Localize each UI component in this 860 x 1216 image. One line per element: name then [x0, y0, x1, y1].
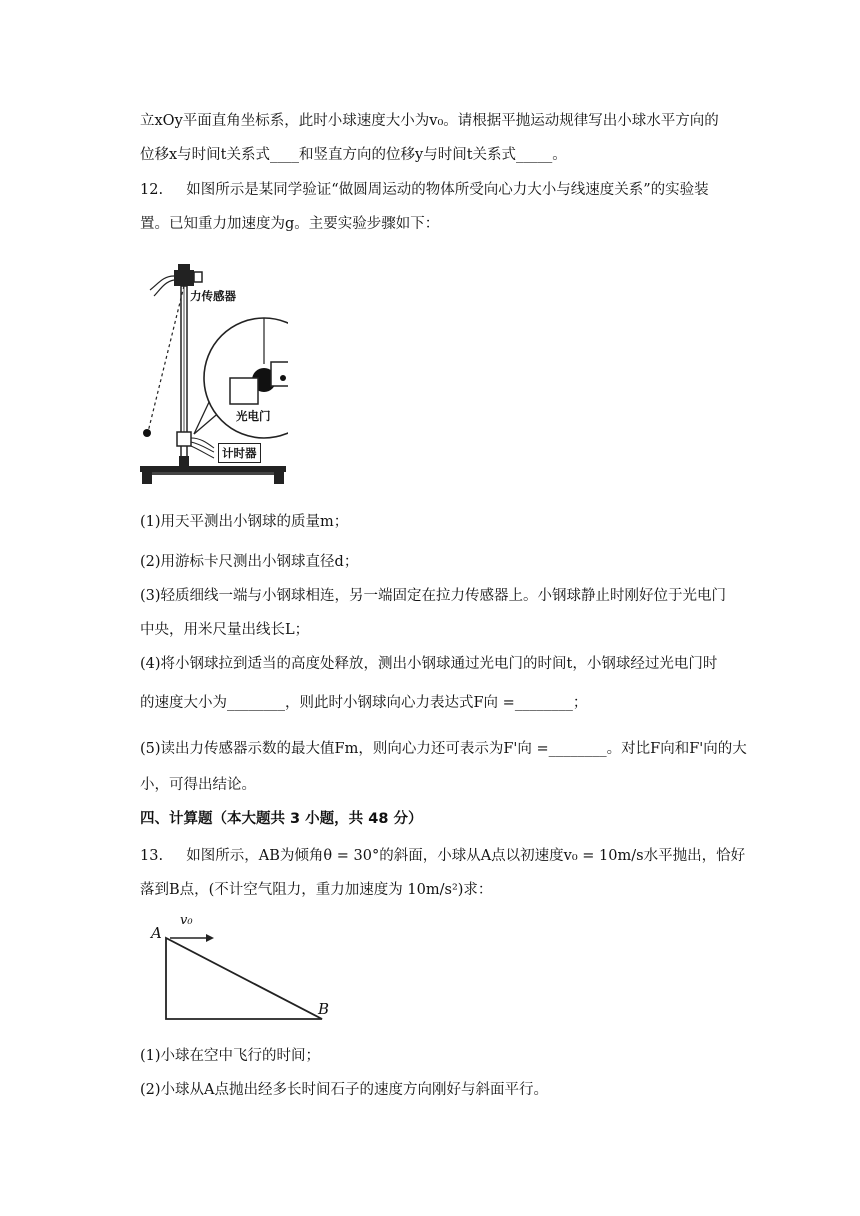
q12-step-4b: 的速度大小为________，则此时小钢球向心力表达式F向 =________；: [140, 695, 588, 711]
pendulum-string: [148, 286, 184, 432]
apparatus-base-top: [140, 466, 286, 472]
q12-step-5a: (5)读出力传感器示数的最大值Fm，则向心力还可表示为F'向 =________。对比F向和F'向的大: [140, 741, 747, 757]
q13-part-1: (1)小球在空中飞行的时间；: [140, 1048, 321, 1064]
section-4-title: 四、计算题（本大题共 3 小题，共 48 分）: [140, 811, 423, 827]
q12-step-1: (1)用天平测出小钢球的质量m；: [140, 514, 349, 530]
photogate-icon: [177, 432, 191, 446]
label-force-sensor: 力传感器: [190, 289, 236, 303]
arrow-head-icon: [206, 934, 214, 942]
q13-stem-line-1: [140, 846, 745, 866]
label-photogate: 光电门: [236, 409, 271, 423]
incline-triangle: [166, 938, 322, 1019]
q13-part-2: (2)小球从A点抛出经多长时间石子的速度方向刚好与斜面平行。: [140, 1082, 549, 1098]
label-point-b: B: [318, 1000, 330, 1018]
q13-incline-figure: [146, 918, 336, 1026]
steel-ball: [143, 429, 151, 437]
q13-number: 13.: [140, 848, 164, 864]
q12-step-3b: 中央，用米尺量出线长L；: [140, 622, 310, 638]
q12-step-5b: 小，可得出结论。: [140, 777, 256, 793]
force-sensor-icon: [174, 270, 194, 286]
q12-number: 12.: [140, 182, 164, 198]
q13-stem-text-1: 如图所示，AB为倾角θ = 30°的斜面，小球从A点以初速度v₀ = 10m/s水平抛出，恰好: [186, 848, 746, 864]
label-v0: v₀: [180, 913, 193, 928]
apparatus-base-leg-right: [274, 472, 284, 484]
continuation-line-2: 位移x与时间t关系式____和竖直方向的位移y与时间t关系式_____。: [140, 147, 567, 163]
q12-stem-line-2: 置。已知重力加速度为g。主要实验步骤如下：: [140, 216, 440, 232]
continuation-line-1: 立xOy平面直角坐标系，此时小球速度大小为v₀。请根据平抛运动规律写出小球水平方向的: [140, 113, 719, 129]
q12-step-2: (2)用游标卡尺测出小钢球直径d；: [140, 554, 359, 570]
q12-stem-line-1: [140, 180, 709, 200]
q12-stem-text-1: 如图所示是某同学验证“做圆周运动的物体所受向心力大小与线速度关系”的实验装: [186, 182, 709, 198]
label-point-a: A: [151, 924, 162, 942]
label-timer-box: 计时器: [218, 443, 261, 463]
q13-stem-line-2: 落到B点，(不计空气阻力，重力加速度为 10m/s²)求：: [140, 882, 493, 898]
q12-step-3a: (3)轻质细线一端与小钢球相连，另一端固定在拉力传感器上。小钢球静止时刚好位于光电门: [140, 588, 727, 604]
apparatus-base-leg-left: [142, 472, 152, 484]
q12-step-4a: (4)将小钢球拉到适当的高度处释放，测出小钢球通过光电门的时间t，小钢球经过光电门时: [140, 656, 718, 672]
